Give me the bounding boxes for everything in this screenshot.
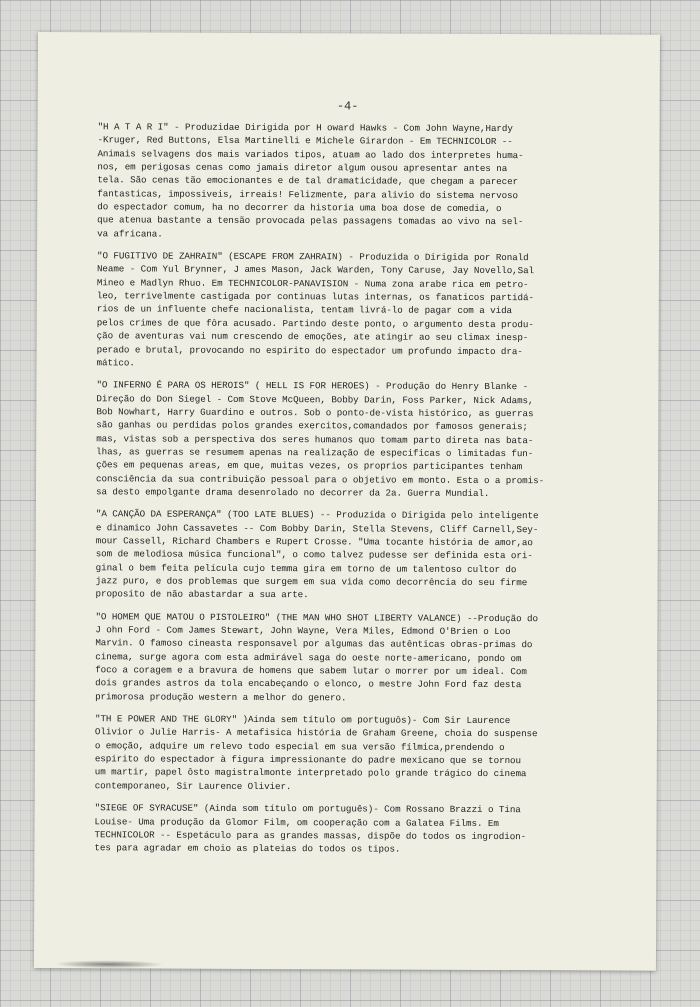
text-line: do espectador comum, ha no decorrer da historia uma boa dose de comedia, o — [97, 201, 502, 215]
text-line: consciência da sua contribuição pessoal para o objetivo em monto. Esta o a promis- — [96, 472, 545, 486]
text-line: Bob Nowhart, Harry Guardino e outros. Sob o ponto-de-vista histórico, as guerras — [96, 406, 534, 420]
paragraph-homem-que-matou-o-pistoleiro — [95, 610, 607, 706]
text-line: Neame - Com Yul Brynner, J ames Mason, Jack Warden, Tony Caruse, Jay Novello,Sal — [96, 263, 535, 277]
text-line: va africana. — [97, 228, 163, 240]
text-line: que atenua bastante a tensão provocada pelas passagens tomadas ao vivo na sel- — [97, 214, 524, 228]
text-line: e dinamico John Cassavetes -- Com Bobby Darin, Stella Stevens, Cliff Carnell,Sey- — [95, 521, 539, 535]
text-line: som de melodiosa música funcional", o como talvez pudesse ser definida esta ori- — [95, 548, 533, 562]
paragraph-power-and-the-glory — [95, 712, 607, 794]
text-line: mas, vistas sob a perspectiva dos seres humanos quo tomam parto direta nas bata- — [96, 432, 534, 446]
text-line: Louise- Uma produção da Glomor Film, om cooperação com a Galatea Films. Em — [94, 815, 499, 829]
paragraph-cancao-da-esperanca — [96, 508, 608, 604]
text-line: mático. — [96, 357, 135, 369]
text-line: ção de aventuras vai num crescendo de emoções, ate atingir ao seu climax inesp- — [96, 330, 529, 344]
text-line: tes para agradar em choio as plateias do todos os tipos. — [94, 842, 401, 855]
paragraph-siege-of-syracuse — [94, 801, 606, 857]
text-line: lhas, as guerras se resumem apenas na realização de especificas o limitadas fun- — [96, 446, 534, 460]
text-line: perado e brutal, provocando no espirito do espectador um profundo impacto dra- — [96, 343, 523, 357]
paragraph-hatari — [97, 120, 610, 242]
paragraph-inferno-para-os-herois — [96, 378, 609, 500]
ink-smudge — [54, 960, 164, 968]
text-line: sa desto empolgante drama desenrolado no decorrer da 2a. Guerra Mundial. — [95, 486, 490, 499]
text-line: "O INFERNO É PARA OS HEROIS" ( HELL IS FOR HEROES) - Produção do Henry Blanke - — [96, 379, 529, 393]
paragraph-fugitivo-de-zahrain — [97, 249, 610, 371]
text-line: Animais selvagens dos mais variados tipos, atuam ao lado dos interpretes huma- — [97, 147, 524, 161]
document-page — [34, 32, 660, 971]
text-line: contemporaneo, Sir Laurence Olivier. — [94, 780, 292, 792]
text-line: Marvin. O famoso cineasta responsavel por algumas das autênticas obras-primas do — [95, 637, 533, 651]
text-line: cinema, surge agora com esta admirável saga do oeste norte-americano, pondo om — [95, 650, 522, 664]
text-line: leo, terrivelmente castigada por continuas lutas internas, os fanaticos partidá- — [96, 290, 534, 304]
text-line: nos, em perigosas cenas como jamais diretor algum ousou apresentar antes na — [97, 161, 508, 175]
text-line: "TH E POWER AND THE GLORY" )Ainda sem título om portuguôs)- Com Sir Laurence — [94, 713, 511, 727]
text-line: "O HOMEM QUE MATOU O PISTOLEIRO" (THE MAN WHO SHOT LIBERTY VALANCE) --Produção do — [95, 610, 539, 624]
text-line: dois grandes astros da tola encabeçando o elonco, o mestre John Ford faz desta — [95, 677, 522, 691]
text-line: ginal o bem feita película cujo temma gira em torno de um talentoso cultor do — [95, 561, 517, 575]
text-line: TECHNICOLOR -- Espetáculo para as grandes massas, dispõe do todos os ingrodion- — [94, 829, 527, 842]
text-line: -Kruger, Red Buttons, Elsa Martinelli e Michele Girardon - Em TECHNICOLOR -- — [97, 134, 513, 148]
text-line: são ganhas ou perdidas polos grandes exercitos,comandados por famosos generais; — [96, 419, 528, 433]
text-line: espirito do espectador à figura impressionante do padre mexicano que se tornou — [94, 753, 522, 767]
text-line: Olivior o Julie Harris- A metafisica história de Graham Greene, choia do suspense — [94, 726, 538, 740]
text-line: foco a coragem e a bravura de homens que sabem lutar o morrer por um ideal. Com — [95, 664, 527, 678]
text-line: "SIEGE OF SYRACUSE" (Ainda som título om português)- Com Rossano Brazzi o Tina — [94, 802, 521, 816]
text-line: primorosa produção western a melhor do genero. — [95, 691, 347, 704]
text-line: tela. São cenas tão emocionantes e de tal dramaticidade, que chegam a parecer — [97, 174, 519, 188]
text-line: ções em pequenas areas, em que, muitas vezes, os proprios participantes tenham — [96, 459, 523, 473]
text-line: pelos crimes de que fôra acusado. Partindo deste ponto, o argumento desta produ- — [96, 317, 534, 330]
text-line: jazz puro, e dos problemas que surgem em sua vida como decorrência do seu firme — [95, 575, 528, 589]
text-line: proposito de não abastardar a sua arte. — [95, 588, 309, 601]
text-line: um martir, papel ôsto magistralmonte interpretado polo grande trágico do cinema — [94, 766, 527, 780]
document-body — [94, 120, 609, 866]
text-line: mour Cassell, Richard Chambers e Rupert Crosse. "Uma tocante história de amor,ao — [95, 535, 533, 549]
text-line: fantasticas, impossiveis, irreais! Felizmente, para alivio do sistema nervoso — [97, 187, 519, 201]
text-line: "O FUGITIVO DE ZAHRAIN" (ESCAPE FROM ZAHRAIN) - Produzida o Dirigida por Ronald — [96, 250, 529, 264]
text-line: "H A T A R I" - Produzidae Dirigida por H oward Hawks - Com John Wayne,Hardy — [97, 121, 513, 135]
text-line: "A CANÇÃO DA ESPERANÇA" (TOO LATE BLUES) -- Produzida o Dirigida pelo inteligente — [95, 508, 539, 522]
text-line: o emoção, adquire um relevo todo especial em sua versão fílmica,prendendo o — [94, 740, 505, 753]
text-line: Mineo e Madlyn Rhuo. Em TECHNICOLOR-PANAVISION - Numa zona arabe rica em petro- — [96, 277, 529, 290]
text-line: rios de un influente chefe nacionalista, tentam livrá-lo de pagar com a vida — [96, 303, 513, 317]
text-line: J ohn Ford - Com James Stewart, John Wayne, Vera Miles, Edmond O'Brien o Loo — [95, 624, 511, 638]
text-line: Direção do Don Siegel - Com Stove McQueen, Bobby Darin, Foss Parker, Nick Adams, — [96, 392, 534, 406]
page-number: -4- — [336, 99, 359, 114]
